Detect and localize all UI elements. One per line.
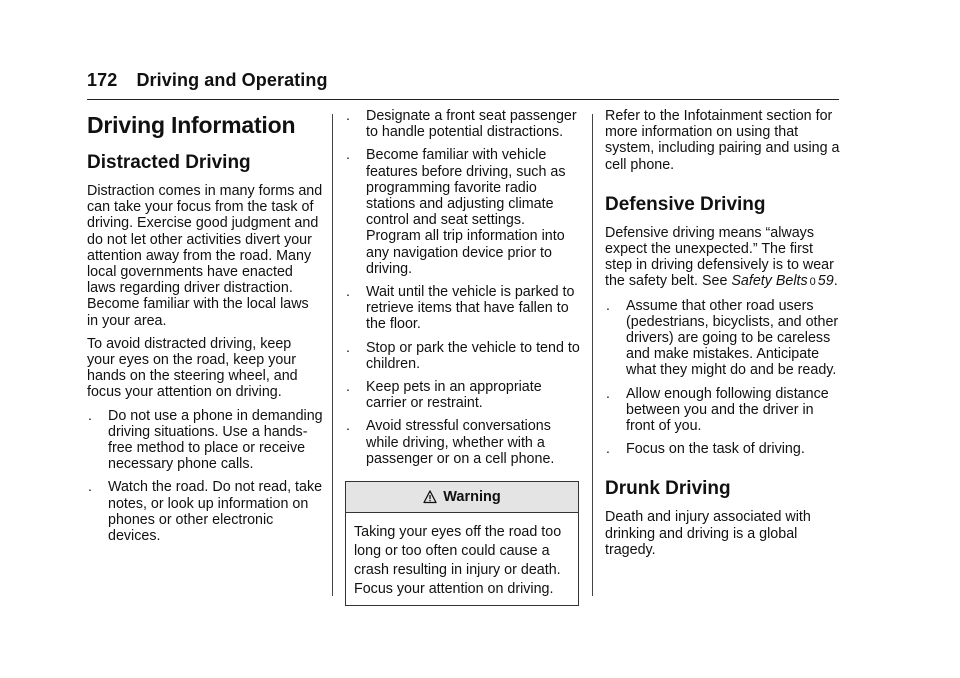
bullet-icon: .	[346, 338, 350, 355]
column-divider-2	[592, 114, 593, 596]
bullet-icon: .	[346, 107, 350, 123]
defensive-para: Defensive driving means “always expect the unexpected.” The first step in driving defensively is to wear the safety belt. See Safety Belts 0 59.	[605, 224, 838, 290]
list-item: . Allow enough following distance between you and the driver in front of you.	[606, 384, 829, 435]
bullet-icon: .	[346, 378, 350, 395]
defensive-bullet-list	[605, 298, 841, 458]
section-title: Driving Information	[87, 112, 296, 138]
list-item: . Focus on the task of driving.	[606, 440, 805, 458]
page-ref-icon: 0	[809, 276, 816, 289]
list-item: . Watch the road. Do not read, take notes, or look up information on phones or other electronic devices.	[88, 478, 323, 545]
bullet-icon: .	[606, 440, 610, 457]
warning-header	[346, 482, 578, 513]
page-header	[87, 70, 328, 91]
distraction-tips-list	[345, 108, 581, 467]
list-item: . Avoid stressful conversations while driving, whether with a passenger or on a cell phone.	[346, 417, 555, 467]
bullet-icon: .	[606, 296, 610, 313]
chapter-title: Driving and Operating	[136, 70, 328, 90]
list-item: . Keep pets in an appropriate carrier or restraint.	[346, 378, 542, 412]
column-1	[87, 108, 323, 551]
distracted-para-1: Distraction comes in many forms and can take your focus from the task of driving. Exercise good judgment and do not let other activities divert your attention away from the road. Many local governments have enacted laws regarding driver distraction. Become familiar with the local laws in your area.	[87, 183, 323, 329]
list-item: . Designate a front seat passenger to handle potential distractions.	[346, 107, 577, 141]
bullet-icon: .	[346, 146, 350, 163]
bullet-icon: .	[346, 283, 350, 300]
list-item: . Assume that other road users (pedestrians, bicyclists, and other drivers) are going to be careless and make mistakes. Anticipate what they might do and be ready.	[606, 296, 839, 379]
bullet-icon: .	[88, 406, 92, 423]
list-item: . Wait until the vehicle is parked to retrieve items that have fallen to the floor.	[346, 283, 575, 333]
distracted-bullet-list	[87, 408, 323, 545]
drunk-driving-heading: Drunk Driving	[605, 478, 731, 500]
warning-box	[345, 481, 579, 606]
bullet-icon: .	[346, 417, 350, 434]
list-item: . Do not use a phone in demanding driving situations. Use a hands-free method to place or receive necessary phone calls.	[88, 406, 323, 473]
warning-triangle-icon	[423, 490, 437, 504]
distracted-para-2: To avoid distracted driving, keep your eyes on the road, keep your hands on the steering wheel, and focus your attention on driving.	[87, 335, 298, 401]
list-item: . Stop or park the vehicle to tend to children.	[346, 338, 580, 372]
list-item: . Become familiar with vehicle features before driving, such as programming favorite radio stations and adjusting climate control and seat settings. Program all trip information into any navigation device prior to driving.	[346, 146, 566, 277]
bullet-icon: .	[88, 478, 92, 495]
distracted-driving-heading: Distracted Driving	[87, 152, 251, 173]
infotainment-para: Refer to the Infotainment section for more information on using that system, including pairing and using a cell phone.	[605, 108, 840, 173]
defensive-driving-heading: Defensive Driving	[605, 193, 766, 215]
header-divider	[87, 99, 839, 100]
bullet-icon: .	[606, 384, 610, 401]
drunk-para: Death and injury associated with drinking and driving is a global tragedy.	[605, 509, 811, 558]
safety-belts-link[interactable]: Safety Belts 0 59	[731, 273, 834, 290]
warning-text: Taking your eyes off the road too long or too often could cause a crash resulting in injury or death. Focus your attention on driving.	[354, 524, 562, 598]
warning-title: Warning	[443, 488, 501, 505]
page-number: 172	[87, 70, 118, 90]
column-divider-1	[332, 114, 333, 596]
column-2	[345, 108, 581, 606]
column-3	[605, 108, 841, 565]
